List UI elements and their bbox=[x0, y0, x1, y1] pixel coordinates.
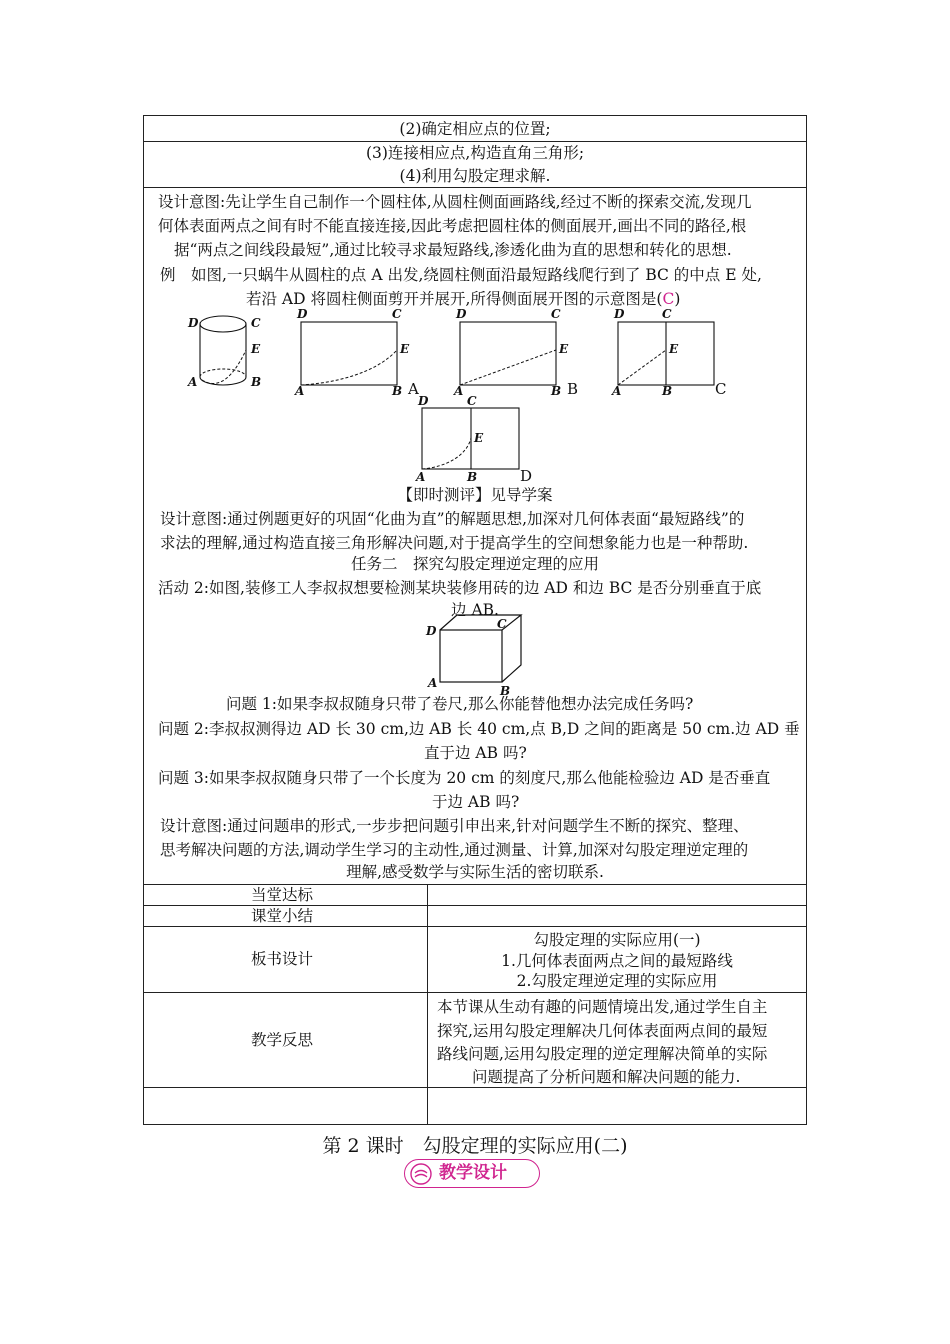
activity-text: 活动 2:如图,装修工人李叔叔想要检测某块装修用砖的边 AD 和边 BC 是否分别垂直于底 bbox=[158, 579, 762, 597]
row-divider bbox=[143, 884, 807, 885]
shortest-path bbox=[618, 350, 666, 385]
design-intent-text: 理解,感受数学与实际生活的密切联系. bbox=[346, 863, 604, 881]
board-design-line: 2.勾股定理逆定理的实际应用 bbox=[516, 972, 718, 990]
design-intent-text: 据“两点之间线段最短”,通过比较寻求最短路线,渗透化曲为直的思想和转化的思想. bbox=[174, 241, 732, 259]
label-A: A bbox=[428, 676, 438, 690]
cylinder-top-ellipse bbox=[200, 316, 246, 332]
row-divider bbox=[143, 187, 807, 188]
question-2: 问题 2:李叔叔测得边 AD 长 30 cm,边 AB 长 40 cm,点 B,D 之间的距离是 50 cm.边 AD 垂 bbox=[158, 720, 800, 738]
table-border-top bbox=[143, 115, 807, 116]
option-d-figure bbox=[412, 393, 542, 487]
reflection-text: 路线问题,运用勾股定理的逆定理解决简单的实际 bbox=[437, 1045, 768, 1063]
cylinder-bottom-back bbox=[200, 369, 246, 377]
label-B: B bbox=[467, 470, 478, 484]
board-design-line: 勾股定理的实际应用(一) bbox=[533, 931, 701, 949]
reflection-text: 探究,运用勾股定理解决几何体表面两点间的最短 bbox=[437, 1022, 768, 1040]
option-c-figure bbox=[608, 305, 733, 397]
step-line: (3)连接相应点,构造直角三角形; bbox=[365, 144, 585, 162]
cylinder-figure bbox=[185, 306, 270, 396]
label-B: B bbox=[551, 384, 562, 397]
label-D: D bbox=[418, 394, 429, 408]
label-C: C bbox=[392, 307, 402, 321]
reflection-text: 问题提高了分析问题和解决问题的能力. bbox=[472, 1068, 741, 1086]
teaching-design-banner bbox=[404, 1159, 540, 1188]
label-B: B bbox=[500, 684, 511, 697]
design-intent-text: 何体表面两点之间有时不能直接连接,因此考虑把圆柱体的侧面展开,画出不同的路径,根 bbox=[158, 217, 747, 235]
row-label-ketang: 课堂小结 bbox=[251, 907, 314, 925]
table-border-bottom bbox=[143, 1124, 807, 1125]
label-A: A bbox=[612, 384, 622, 397]
curved-path bbox=[301, 350, 397, 385]
label-A: A bbox=[188, 375, 198, 389]
example-question: 例 如图,一只蜗牛从圆柱的点 A 出发,绕圆柱侧面沿最短路线爬行到了 BC 的中点 E 处, bbox=[160, 266, 762, 284]
label-A: A bbox=[454, 384, 464, 397]
snail-path bbox=[202, 350, 246, 384]
label-C: C bbox=[497, 617, 507, 631]
example-close-paren: ) bbox=[674, 290, 681, 308]
option-label: C bbox=[715, 380, 727, 397]
label-D: D bbox=[188, 316, 199, 330]
label-B: B bbox=[392, 384, 403, 397]
label-C: C bbox=[662, 307, 672, 321]
label-E: E bbox=[669, 342, 679, 356]
step-line: (4)利用勾股定理求解. bbox=[399, 167, 551, 185]
row-divider bbox=[143, 905, 807, 906]
option-a-figure bbox=[291, 305, 426, 397]
brick-figure bbox=[420, 609, 535, 697]
quick-test-note: 【即时测评】见导学案 bbox=[397, 486, 553, 504]
curved-path bbox=[422, 438, 471, 469]
label-A: A bbox=[416, 470, 426, 484]
design-intent-text: 设计意图:通过问题串的形式,一步步把问题引申出来,针对问题学生不断的探究、整理、 bbox=[160, 817, 749, 835]
label-C: C bbox=[467, 394, 477, 408]
task-heading: 任务二 探究勾股定理逆定理的应用 bbox=[350, 555, 599, 573]
brick-front-face bbox=[440, 630, 502, 682]
label-E: E bbox=[251, 342, 261, 356]
label-E: E bbox=[400, 342, 410, 356]
design-intent-text: 设计意图:通过例题更好的巩固“化曲为直”的解题思想,加深对几何体表面“最短路线”的 bbox=[160, 510, 745, 528]
column-divider bbox=[427, 884, 428, 1125]
label-D: D bbox=[297, 307, 308, 321]
question-1: 问题 1:如果李叔叔随身只带了卷尺,那么你能替他想办法完成任务吗? bbox=[226, 695, 694, 713]
label-E: E bbox=[559, 342, 569, 356]
example-question-text: 若沿 AD 将圆柱侧面剪开并展开,所得侧面展开图的示意图是( bbox=[246, 290, 663, 308]
label-B: B bbox=[251, 375, 262, 389]
label-D: D bbox=[456, 307, 467, 321]
unrolled-rectangle bbox=[301, 322, 397, 385]
label-A: A bbox=[295, 384, 305, 397]
unrolled-rectangle bbox=[460, 322, 556, 385]
activity-text: 边 AB. bbox=[451, 601, 499, 619]
row-divider bbox=[143, 992, 807, 993]
question-2-cont: 直于边 AB 吗? bbox=[424, 744, 527, 762]
row-divider bbox=[143, 926, 807, 927]
board-design-line: 1.几何体表面两点之间的最短路线 bbox=[501, 952, 733, 970]
question-3-cont: 于边 AB 吗? bbox=[432, 793, 520, 811]
step-line: (2)确定相应点的位置; bbox=[399, 120, 551, 138]
option-label: D bbox=[520, 467, 533, 485]
design-intent-text: 求法的理解,通过构造直接三角形解决问题,对于提高学生的空间想象能力也是一种帮助. bbox=[160, 534, 749, 552]
question-3: 问题 3:如果李叔叔随身只带了一个长度为 20 cm 的刻度尺,那么他能检验边 AD 是否垂直 bbox=[158, 769, 771, 787]
banner-label: 教学设计 bbox=[439, 1163, 507, 1183]
book-icon bbox=[409, 1163, 433, 1185]
design-intent-text: 思考解决问题的方法,调动学生学习的主动性,通过测量、计算,加深对勾股定理逆定理的 bbox=[160, 841, 749, 859]
label-D: D bbox=[426, 624, 437, 638]
label-D: D bbox=[614, 307, 625, 321]
row-label-banshu: 板书设计 bbox=[251, 950, 314, 968]
option-b-figure bbox=[450, 305, 585, 397]
next-lesson-title: 第 2 课时 勾股定理的实际应用(二) bbox=[322, 1135, 628, 1157]
row-label-fansi: 教学反思 bbox=[251, 1031, 314, 1049]
label-B: B bbox=[662, 384, 673, 397]
label-E: E bbox=[474, 431, 484, 445]
option-label: B bbox=[567, 380, 579, 397]
design-intent-text: 设计意图:先让学生自己制作一个圆柱体,从圆柱侧面画路线,经过不断的探索交流,发现几 bbox=[158, 193, 752, 211]
reflection-text: 本节课从生动有趣的问题情境出发,通过学生自主 bbox=[437, 998, 768, 1016]
label-C: C bbox=[551, 307, 561, 321]
straight-path bbox=[460, 350, 556, 385]
brick-top-face bbox=[440, 615, 521, 630]
row-label-dangtang: 当堂达标 bbox=[251, 886, 314, 904]
example-answer: C bbox=[662, 290, 675, 308]
option-label: A bbox=[408, 380, 419, 397]
label-C: C bbox=[251, 316, 261, 330]
